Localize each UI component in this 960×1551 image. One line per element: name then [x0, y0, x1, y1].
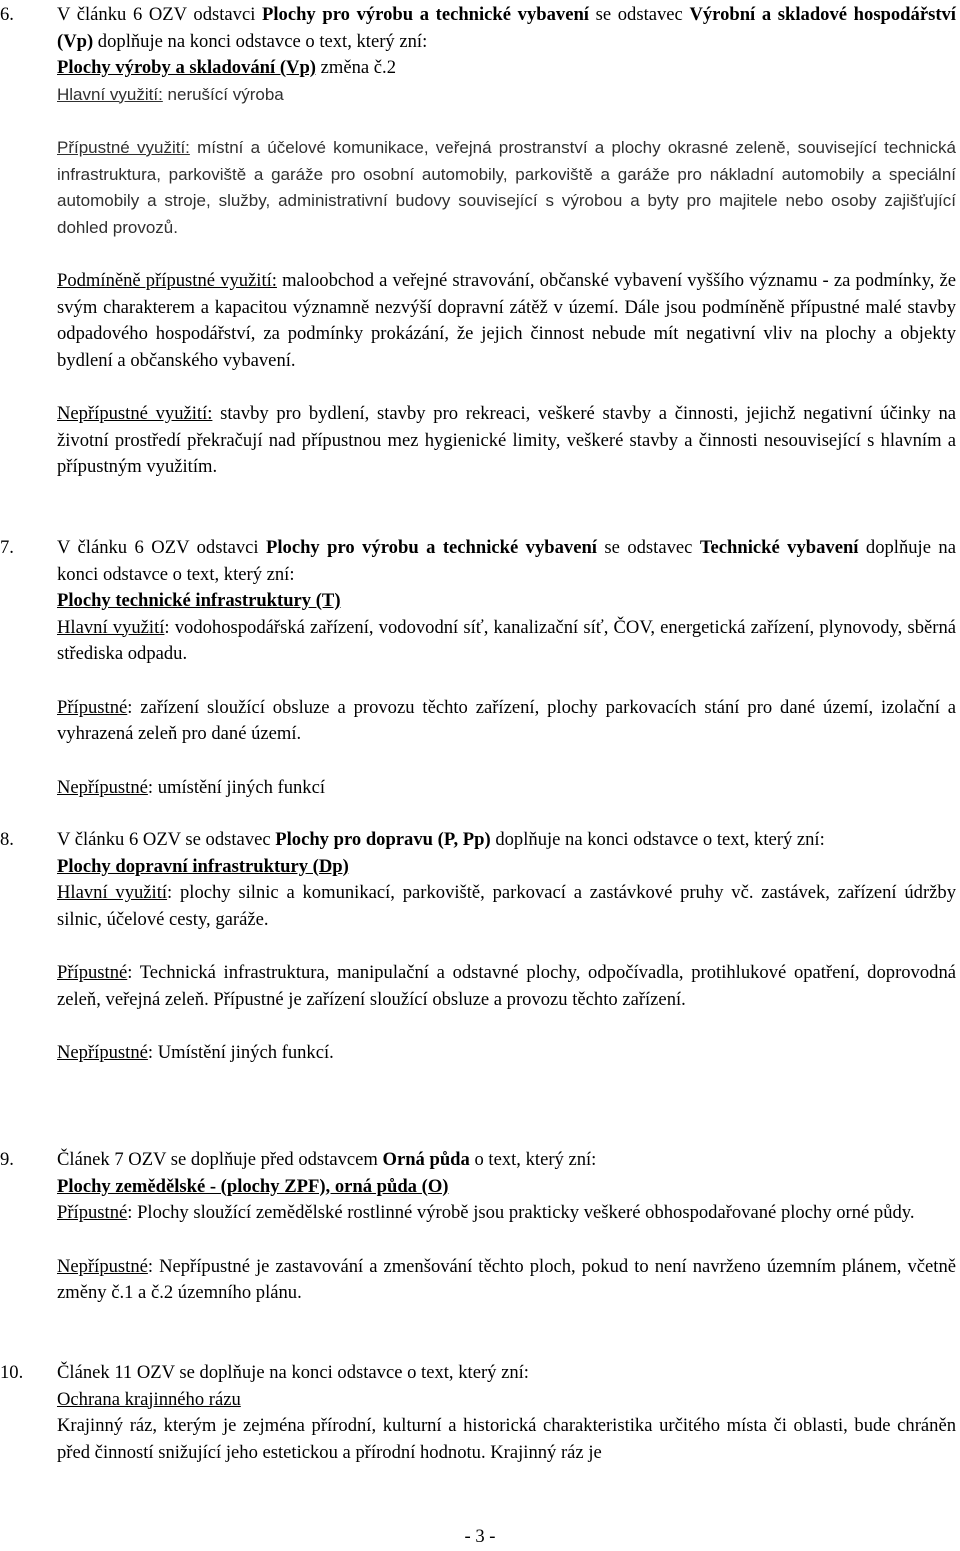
pripustne-vyuziti: Přípustné: zařízení sloužící obsluze a provozu těchto zařízení, plochy parkovacích stání pro dané území, izolační a vyhrazená zeleň pro dané území. — [57, 696, 956, 744]
item-number: 10. — [0, 1362, 24, 1383]
section-heading: Plochy technické infrastruktury (T) — [57, 590, 341, 611]
pripustne-vyuziti: Přípustné: Technická infrastruktura, manipulační a odstavné plochy, odpočívadla, protihlukové opatření, doprovodná zeleň, veřejná zeleň. Přípustné je zařízení sloužící obsluze a provozu těchto zařízení. — [57, 962, 956, 1010]
item-body — [57, 1147, 956, 1307]
section-heading: Plochy zemědělské - (plochy ZPF), orná půda (O) — [57, 1175, 449, 1197]
item-intro: V článku 6 OZV odstavci Plochy pro výrobu a technické vybavení se odstavec Technické vybavení doplňuje na konci odstavce o text, který zní: — [57, 537, 956, 585]
hlavni-vyuziti: Hlavní využití: plochy silnic a komunikací, parkoviště, parkovací a zastávkové pruhy vč. zastávek, zařízení údržby silnic, účelové cesty, garáže. — [57, 882, 956, 930]
item-body — [57, 1360, 956, 1466]
hlavni-vyuziti: Hlavní využití: nerušící výroba — [57, 84, 284, 104]
nepripustne-vyuziti: Nepřípustné: Nepřípustné je zastavování a zmenšování těchto ploch, pokud to není navrženo územním plánem, včetně změny č.1 a č.2 územního plánu. — [57, 1255, 956, 1303]
item-number: 7. — [0, 537, 14, 558]
item-intro: V článku 6 OZV odstavci Plochy pro výrobu a technické vybavení se odstavec Výrobní a skladové hospodářství (Vp) doplňuje na konci odstavce o text, který zní: — [57, 4, 956, 52]
pripustne-vyuziti: Přípustné: Plochy sloužící zemědělské rostlinné výrobě jsou prakticky veškeré obhospodařované plochy orné půdy. — [57, 1202, 915, 1223]
nepripustne-vyuziti: Nepřípustné: umístění jiných funkcí — [57, 776, 326, 798]
item-intro: Článek 7 OZV se doplňuje před odstavcem Orná půda o text, který zní: — [57, 1149, 597, 1170]
hlavni-vyuziti: Hlavní využití: vodohospodářská zařízení, vodovodní síť, kanalizační síť, ČOV, energetická zařízení, plynovody, sběrná střediska odpadu. — [57, 616, 956, 664]
pripustne-vyuziti: Přípustné využití: místní a účelové komunikace, veřejná prostranství a plochy okrasné zeleně, související technická infrastruktura, parkoviště a garáže pro osobní automobily, parkoviště a garáže pro nákladní automobily a speciální automobily a stroje, služby, administrativní budovy související s výrobou a byty pro majitele nebo osoby zajišťující dohled provozů. — [57, 138, 956, 237]
item-body — [57, 2, 956, 481]
nepripustne-vyuziti: Nepřípustné: Umístění jiných funkcí. — [57, 1042, 334, 1063]
item-intro: Článek 11 OZV se doplňuje na konci odstavce o text, který zní: — [57, 1362, 529, 1383]
nepripustne-vyuziti: Nepřípustné využití: stavby pro bydlení, stavby pro rekreaci, veškeré stavby a činnosti, jejichž negativní účinky na životní prostředí překračují nad přípustnou mez hygienické limity, veškeré stavby a činnosti nesouvisející s hlavním a přípustným využitím. — [57, 403, 956, 477]
item-body — [57, 827, 956, 1067]
item-number: 8. — [0, 829, 14, 850]
section-heading: Ochrana krajinného rázu — [57, 1388, 241, 1410]
podminene-pripustne-vyuziti: Podmíněně přípustné využití: maloobchod a veřejné stravování, občanské vybavení vyššího významu - za podmínky, že svým charakterem a kapacitou významně nezvýší dopravní zátěž v území. Dále jsou podmíněně přípustné malé stavby odpadového hospodářství, za podmínky prokázání, že jejich činnost nebude mít negativní vliv na plochy a objekty bydlení a občanského vybavení. — [57, 270, 956, 371]
paragraph-text: Krajinný ráz, kterým je zejména přírodní, kulturní a historická charakteristika určitého místa či oblasti, bude chráněn před činností snižující jeho estetickou a přírodní hodnotu. Krajinný ráz je — [57, 1415, 956, 1463]
item-intro: V článku 6 OZV se odstavec Plochy pro dopravu (P, Pp) doplňuje na konci odstavce o text, který zní: — [57, 829, 825, 850]
item-number: 6. — [0, 4, 14, 25]
section-heading: Plochy výroby a skladování (Vp) změna č.2 — [57, 57, 396, 78]
section-heading: Plochy dopravní infrastruktury (Dp) — [57, 855, 349, 877]
page-number: - 3 - — [464, 1526, 496, 1547]
item-body — [57, 535, 956, 801]
item-number: 9. — [0, 1149, 14, 1170]
